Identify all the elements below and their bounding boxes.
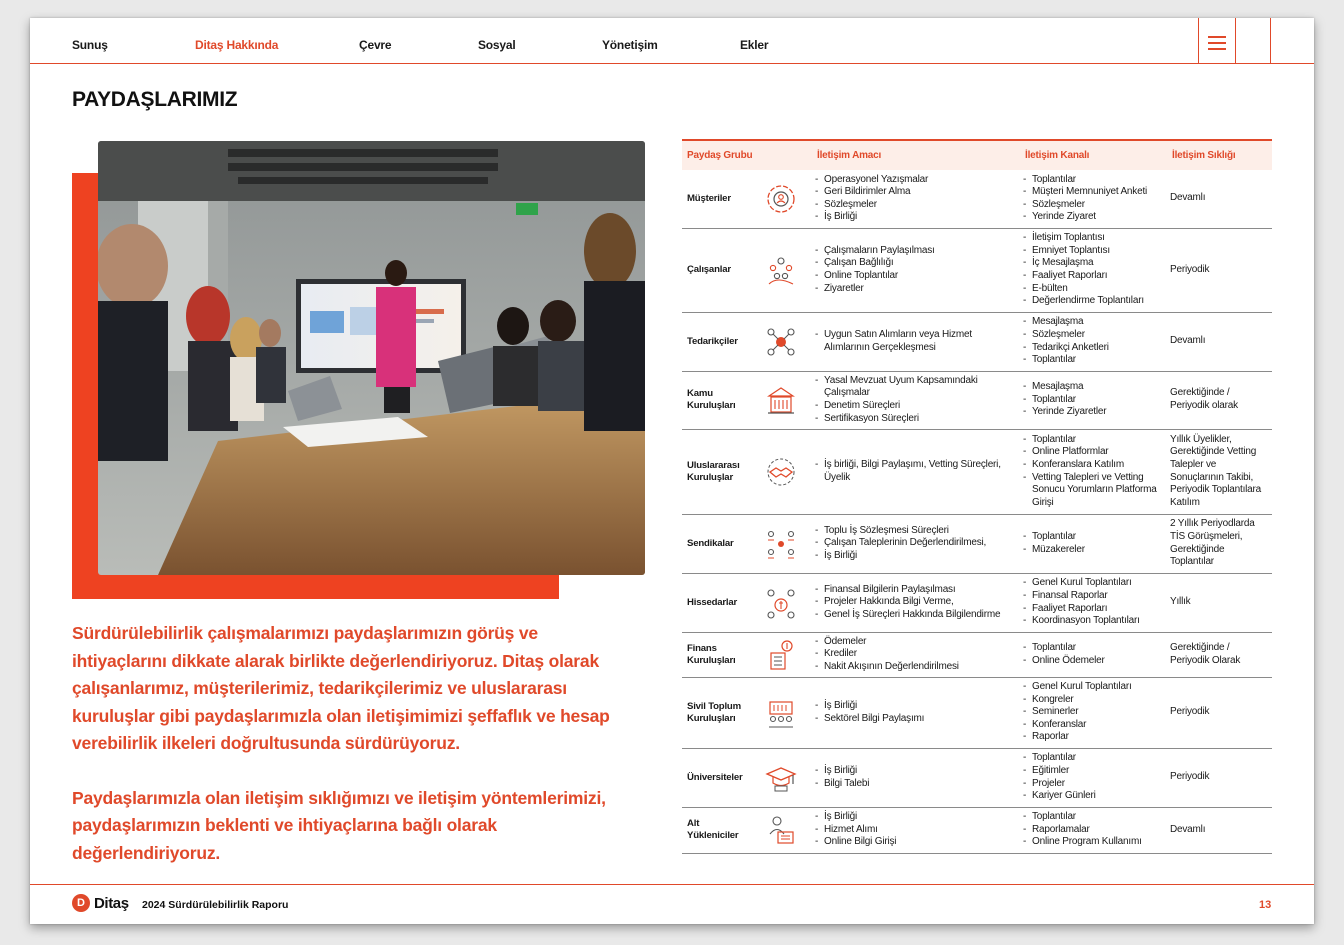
communication-channel: [1020, 573, 1167, 632]
table-row: [682, 371, 1272, 429]
list-item: - Online Program Kullanımı: [1023, 836, 1164, 849]
communication-frequency: Devamlı: [1167, 170, 1272, 228]
list-item: - Denetim Süreçleri: [815, 400, 1017, 413]
table-row: [682, 429, 1272, 514]
communication-purpose: [812, 632, 1020, 677]
list-item: - İş Birliği: [815, 211, 1017, 224]
list-item: - Toplantılar: [1023, 434, 1164, 447]
communication-channel: [1020, 748, 1167, 807]
list-item: - Online Ödemeler: [1023, 655, 1164, 668]
list-item: - Değerlendirme Toplantıları: [1023, 295, 1164, 308]
communication-frequency: 2 Yıllık Periyodlarda TİS Görüşmeleri, Gerektiğinde Toplantılar: [1167, 514, 1272, 573]
communication-channel: [1020, 807, 1167, 853]
list-item: - Seminerler: [1023, 706, 1164, 719]
list-item: - Kongreler: [1023, 694, 1164, 707]
list-item: - Bilgi Talebi: [815, 778, 1017, 791]
list-item: - Online Toplantılar: [815, 270, 1017, 283]
stakeholder-table: [682, 139, 1272, 854]
list-item: - Konferanslara Katılım: [1023, 459, 1164, 472]
communication-frequency: Gerektiğinde / Periyodik olarak: [1167, 371, 1272, 429]
report-title: 2024 Sürdürülebilirlik Raporu: [142, 899, 289, 911]
communication-frequency: Yıllık: [1167, 573, 1272, 632]
communication-purpose: [812, 677, 1020, 748]
handshake-globe-icon: [765, 456, 797, 488]
list-item: - Finansal Bilgilerin Paylaşılması: [815, 584, 1017, 597]
list-item: - İş Birliği: [815, 700, 1017, 713]
stakeholder-group: Müşteriler: [682, 170, 749, 228]
list-item: - Krediler: [815, 648, 1017, 661]
list-item: - Koordinasyon Toplantıları: [1023, 615, 1164, 628]
list-item: - Emniyet Toplantısı: [1023, 245, 1164, 258]
list-item: - Yasal Mevzuat Uyum Kapsamındaki Çalışmalar: [815, 375, 1017, 400]
stakeholder-group: Finans Kuruluşları: [682, 632, 749, 677]
list-item: - İş birliği, Bilgi Paylaşımı, Vetting Süreçleri, Üyelik: [815, 459, 1017, 484]
list-item: - Hizmet Alımı: [815, 824, 1017, 837]
table-row: [682, 228, 1272, 312]
list-item: - Konferanslar: [1023, 719, 1164, 732]
list-item: - Sertifikasyon Süreçleri: [815, 413, 1017, 426]
stakeholder-group: Sendikalar: [682, 514, 749, 573]
list-item: - Raporlar: [1023, 731, 1164, 744]
table-row: [682, 748, 1272, 807]
list-item: - Vetting Talepleri ve Vetting Sonucu Yorumların Platforma Girişi: [1023, 472, 1164, 510]
employees-group-icon: [765, 254, 797, 286]
communication-frequency: Yıllık Üyelikler, Gerektiğinde Vetting Talepler ve Sonuçlarının Takibi, Periyodik Toplantılara Katılım: [1167, 429, 1272, 514]
intro-text: [72, 620, 632, 894]
list-item: - İş Birliği: [815, 765, 1017, 778]
list-item: - Eğitimler: [1023, 765, 1164, 778]
communication-frequency: Periyodik: [1167, 748, 1272, 807]
list-item: - İç Mesajlaşma: [1023, 257, 1164, 270]
list-item: - Mesajlaşma: [1023, 316, 1164, 329]
list-item: - Genel Kurul Toplantıları: [1023, 681, 1164, 694]
communication-purpose: [812, 748, 1020, 807]
list-item: - Toplantılar: [1023, 394, 1164, 407]
list-item: - Raporlamalar: [1023, 824, 1164, 837]
column-header: İletişim Amacı: [812, 140, 1020, 170]
communication-frequency: Gerektiğinde / Periyodik Olarak: [1167, 632, 1272, 677]
nav-item-cevre[interactable]: Çevre: [359, 38, 392, 52]
list-item: - Genel Kurul Toplantıları: [1023, 577, 1164, 590]
nav-item-yonetisim[interactable]: Yönetişim: [602, 38, 658, 52]
table-row: [682, 677, 1272, 748]
list-item: - Müşteri Memnuniyet Anketi: [1023, 186, 1164, 199]
list-item: - Yerinde Ziyaretler: [1023, 406, 1164, 419]
shareholders-money-icon: [765, 587, 797, 619]
list-item: - Nakit Akışının Değerlendirilmesi: [815, 661, 1017, 674]
stakeholder-group: Alt Yükleniciler: [682, 807, 749, 853]
page-title: PAYDAŞLARIMIZ: [72, 88, 238, 111]
top-navigation: [30, 18, 1314, 64]
communication-frequency: Periyodik: [1167, 228, 1272, 312]
stakeholder-group: Uluslararası Kuruluşlar: [682, 429, 749, 514]
stakeholder-group: Hissedarlar: [682, 573, 749, 632]
list-item: - Çalışan Bağlılığı: [815, 257, 1017, 270]
communication-frequency: Devamlı: [1167, 312, 1272, 371]
footer-divider: [30, 884, 1314, 885]
list-item: - Sözleşmeler: [1023, 199, 1164, 212]
list-item: - Sektörel Bilgi Paylaşımı: [815, 713, 1017, 726]
list-item: - Faaliyet Raporları: [1023, 270, 1164, 283]
list-item: - Mesajlaşma: [1023, 381, 1164, 394]
communication-channel: [1020, 312, 1167, 371]
logo-brand: Ditaş: [94, 894, 129, 912]
subcontractor-icon: [765, 814, 797, 846]
logo-mark-icon: D: [72, 894, 90, 912]
table-row: [682, 312, 1272, 371]
nav-divider: [1235, 18, 1236, 64]
list-item: - Toplantılar: [1023, 811, 1164, 824]
list-item: - Tedarikçi Anketleri: [1023, 342, 1164, 355]
list-item: - İletişim Toplantısı: [1023, 232, 1164, 245]
list-item: - Toplantılar: [1023, 642, 1164, 655]
nav-divider: [1198, 18, 1199, 64]
communication-purpose: [812, 573, 1020, 632]
communication-channel: [1020, 632, 1167, 677]
stakeholder-group: Çalışanlar: [682, 228, 749, 312]
table-row: [682, 170, 1272, 228]
list-item: - Kariyer Günleri: [1023, 790, 1164, 803]
list-item: - İş Birliği: [815, 811, 1017, 824]
hamburger-menu-icon[interactable]: [1208, 36, 1226, 50]
list-item: - Çalışan Taleplerinin Değerlendirilmesi,: [815, 537, 1017, 550]
bank-finance-icon: [765, 639, 797, 671]
stakeholder-group: Kamu Kuruluşları: [682, 371, 749, 429]
communication-channel: [1020, 677, 1167, 748]
union-people-icon: [765, 528, 797, 560]
list-item: - İş Birliği: [815, 550, 1017, 563]
intro-paragraph: Sürdürülebilirlik çalışmalarımızı paydaşlarımızın görüş ve ihtiyaçlarını dikkate alarak birlikte değerlendiriyoruz. Ditaş olarak çalışanlarımız, müşterilerimiz, tedarikçilerimiz ve uluslararası kuruluşlar gibi paydaşlarımızla olan iletişimimizi şeffaflık ve hesap verebilirlik ilkeleri doğrultusunda sürdürüyoruz.: [72, 623, 610, 753]
list-item: - Sözleşmeler: [1023, 329, 1164, 342]
list-item: - Projeler: [1023, 778, 1164, 791]
column-header: Paydaş Grubu: [682, 140, 812, 170]
list-item: - Online Platformlar: [1023, 446, 1164, 459]
list-item: - Yerinde Ziyaret: [1023, 211, 1164, 224]
list-item: - Toplantılar: [1023, 174, 1164, 187]
ngo-community-icon: [765, 697, 797, 729]
government-building-icon: [765, 384, 797, 416]
table-row: [682, 807, 1272, 853]
list-item: - Toplantılar: [1023, 531, 1164, 544]
communication-channel: [1020, 170, 1167, 228]
report-page: [30, 18, 1314, 924]
nav-item-ditas-hakkinda[interactable]: Ditaş Hakkında: [195, 38, 279, 52]
communication-purpose: [812, 228, 1020, 312]
communication-purpose: [812, 371, 1020, 429]
list-item: - Müzakereler: [1023, 544, 1164, 557]
communication-purpose: [812, 170, 1020, 228]
intro-paragraph: Paydaşlarımızla olan iletişim sıklığımızı ve iletişim yöntemlerimizi, paydaşlarımızın beklenti ve ihtiyaçlarına bağlı olarak değerlendiriyoruz.: [72, 787, 606, 863]
list-item: - Faaliyet Raporları: [1023, 603, 1164, 616]
table-header-row: [682, 140, 1272, 170]
list-item: - Genel İş Süreçleri Hakkında Bilgilendirme: [815, 609, 1017, 622]
customer-target-icon: [765, 183, 797, 215]
communication-purpose: [812, 429, 1020, 514]
communication-channel: [1020, 371, 1167, 429]
column-header: İletişim Sıklığı: [1167, 140, 1272, 170]
meeting-photo: [98, 141, 645, 575]
communication-purpose: [812, 514, 1020, 573]
graduation-cap-icon: [765, 762, 797, 794]
nav-item-sosyal[interactable]: Sosyal: [478, 38, 516, 52]
list-item: - Çalışmaların Paylaşılması: [815, 245, 1017, 258]
list-item: - Toplu İş Sözleşmesi Süreçleri: [815, 525, 1017, 538]
list-item: - Toplantılar: [1023, 752, 1164, 765]
nav-item-sunus[interactable]: Sunuş: [72, 38, 108, 52]
list-item: - Online Bilgi Girişi: [815, 836, 1017, 849]
list-item: - Operasyonel Yazışmalar: [815, 174, 1017, 187]
page-number: 13: [1259, 899, 1272, 911]
nav-item-ekler[interactable]: Ekler: [740, 38, 769, 52]
stakeholder-group: Tedarikçiler: [682, 312, 749, 371]
communication-channel: [1020, 228, 1167, 312]
ditas-logo: [72, 894, 129, 912]
list-item: - E-bülten: [1023, 283, 1164, 296]
stakeholder-group: Sivil Toplum Kuruluşları: [682, 677, 749, 748]
communication-channel: [1020, 514, 1167, 573]
list-item: - Ziyaretler: [815, 283, 1017, 296]
table-row: [682, 514, 1272, 573]
list-item: - Uygun Satın Alımların veya Hizmet Alımlarının Gerçekleşmesi: [815, 329, 1017, 354]
communication-purpose: [812, 807, 1020, 853]
communication-channel: [1020, 429, 1167, 514]
supplier-network-icon: [765, 326, 797, 358]
column-header: İletişim Kanalı: [1020, 140, 1167, 170]
nav-divider: [1270, 18, 1271, 64]
list-item: - Toplantılar: [1023, 354, 1164, 367]
list-item: - Ödemeler: [815, 636, 1017, 649]
communication-purpose: [812, 312, 1020, 371]
table-row: [682, 632, 1272, 677]
list-item: - Projeler Hakkında Bilgi Verme,: [815, 596, 1017, 609]
list-item: - Finansal Raporlar: [1023, 590, 1164, 603]
list-item: - Geri Bildirimler Alma: [815, 186, 1017, 199]
table-row: [682, 573, 1272, 632]
list-item: - Sözleşmeler: [815, 199, 1017, 212]
communication-frequency: Devamlı: [1167, 807, 1272, 853]
stakeholder-group: Üniversiteler: [682, 748, 749, 807]
communication-frequency: Periyodik: [1167, 677, 1272, 748]
